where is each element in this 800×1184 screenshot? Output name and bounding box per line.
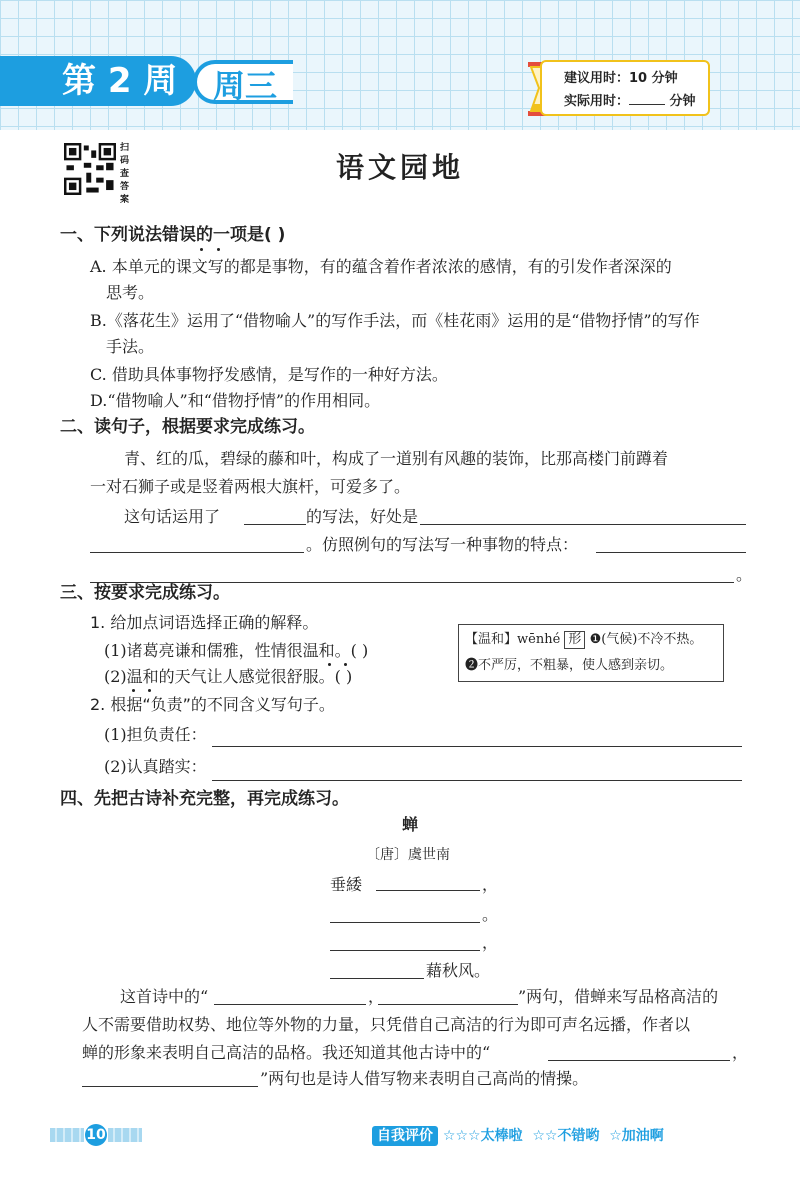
dictionary-box bbox=[458, 624, 724, 682]
q1-option-b-line1: B.《落花生》运用了“借物喻人”的写作手法，而《桂花雨》运用的是“借物抒情”的写作 bbox=[90, 311, 700, 330]
star-icon[interactable]: ☆ bbox=[455, 1128, 468, 1144]
q4-blank-d[interactable] bbox=[82, 1086, 258, 1087]
q2-blank-benefit[interactable] bbox=[420, 524, 746, 525]
q2-blank-method[interactable] bbox=[244, 524, 306, 525]
q4-para-line1b: ， bbox=[368, 987, 385, 1006]
emphasis-dot bbox=[132, 689, 135, 692]
q3-blank-j2[interactable] bbox=[212, 780, 742, 781]
star-icon[interactable]: ☆ bbox=[609, 1128, 622, 1144]
star-icon[interactable]: ☆ bbox=[442, 1128, 456, 1144]
star-icon[interactable]: ☆ bbox=[468, 1128, 481, 1144]
rating-good: 不错哟 bbox=[557, 1128, 600, 1144]
q4-para-line4: ”两句也是诗人借写物来表明自己高尚的情操。 bbox=[260, 1069, 589, 1088]
time-box bbox=[540, 60, 710, 116]
week-tab: 第 2 周 bbox=[0, 56, 196, 106]
q4-para-line3: 蝉的形象来表明自己高洁的品格。我还知道其他古诗中的“ bbox=[82, 1043, 491, 1062]
poem-blank-line2[interactable] bbox=[330, 922, 480, 923]
q4-para-line3-comma: ， bbox=[732, 1043, 749, 1062]
star-icon[interactable]: ☆ bbox=[532, 1128, 545, 1144]
q2-sentence-line1: 青、红的瓜，碧绿的藤和叶，构成了一道别有风趣的装饰，比那高楼门前蹲着 bbox=[124, 449, 669, 468]
q3-blank-j1[interactable] bbox=[212, 746, 742, 747]
q3-item1: (1)诸葛亮谦和儒雅，性情很温和。( ) bbox=[104, 641, 369, 660]
q2-prompt-b: 的写法，好处是 bbox=[306, 507, 419, 526]
q4-heading: 四、先把古诗补充完整，再完成练习。 bbox=[60, 789, 349, 809]
dict-line2: ❷不严厉，不粗暴，使人感到亲切。 bbox=[465, 658, 674, 673]
poem-line1-start: 垂緌 bbox=[330, 875, 363, 894]
emphasis-dot bbox=[200, 248, 203, 251]
q2-prompt-c: 。仿照例句的写法写一种事物的特点： bbox=[306, 535, 579, 554]
q2-blank-imitate[interactable] bbox=[596, 552, 746, 553]
actual-time bbox=[564, 90, 708, 113]
q1-option-c: C. 借助具体事物抒发感情，是写作的一种好方法。 bbox=[90, 365, 448, 384]
q4-blank-a[interactable] bbox=[214, 1004, 366, 1005]
star-icon[interactable]: ☆ bbox=[544, 1128, 558, 1144]
dict-pos: 形 bbox=[564, 631, 585, 649]
actual-time-label: 实际用时： bbox=[564, 94, 630, 109]
page-number: 10 bbox=[86, 1127, 106, 1143]
q2-end-period: 。 bbox=[736, 565, 753, 584]
poem-line1-comma: ， bbox=[482, 875, 499, 894]
dict-def1: ❶(气候)不冷不热。 bbox=[589, 632, 703, 647]
q4-para-line1a: 这首诗中的“ bbox=[120, 987, 209, 1006]
poem-blank-line4[interactable] bbox=[330, 978, 424, 979]
dict-line1 bbox=[465, 627, 717, 653]
poem-line4-end: 藉秋风。 bbox=[426, 961, 491, 980]
q1-option-d: D.“借物喻人”和“借物抒情”的作用相同。 bbox=[90, 391, 381, 410]
q1-option-a-line1: A. 本单元的课文写的都是事物，有的蕴含着作者浓浓的感情，有的引发作者深深的 bbox=[90, 257, 672, 276]
rating-excellent: 太棒啦 bbox=[480, 1128, 523, 1144]
q4-blank-c[interactable] bbox=[548, 1060, 730, 1061]
poem-blank-line1[interactable] bbox=[376, 890, 480, 891]
q2-heading: 二、读句子，根据要求完成练习。 bbox=[60, 417, 315, 437]
dict-word: 【温和】wēnhé bbox=[465, 632, 561, 647]
self-evaluation bbox=[372, 1125, 664, 1145]
q3-item2: (2)温和的天气让人感觉很舒服。( ) bbox=[104, 667, 353, 686]
emphasis-dot bbox=[217, 248, 220, 251]
q1-heading: 一、下列说法错误的一项是( ) bbox=[60, 225, 286, 245]
q2-blank-benefit-cont[interactable] bbox=[90, 552, 304, 553]
actual-time-blank[interactable] bbox=[629, 92, 665, 105]
day-tab: 周三 bbox=[193, 60, 293, 104]
poem-title: 蝉 bbox=[402, 815, 419, 834]
q1-option-b-line2: 手法。 bbox=[106, 337, 155, 356]
poem-line2-period: 。 bbox=[482, 905, 499, 924]
actual-time-unit: 分钟 bbox=[669, 94, 696, 109]
eval-label: 自我评价 bbox=[372, 1126, 438, 1146]
q3-j2-label: (2)认真踏实： bbox=[104, 757, 207, 776]
poem-blank-line3[interactable] bbox=[330, 950, 480, 951]
page-title: 语文园地 bbox=[335, 151, 464, 184]
q2-prompt-a: 这句话运用了 bbox=[124, 507, 221, 526]
q3-heading: 三、按要求完成练习。 bbox=[60, 583, 230, 603]
q2-sentence-line2: 一对石狮子或是竖着两根大旗杆，可爱多了。 bbox=[90, 477, 411, 496]
q4-para-line2: 人不需要借助权势、地位等外物的力量，只凭借自己高洁的行为即可声名远播，作者以 bbox=[82, 1015, 691, 1034]
rating-keep-going: 加油啊 bbox=[621, 1128, 664, 1144]
q3-sub2: 2. 根据“负责”的不同含义写句子。 bbox=[90, 695, 335, 714]
q3-sub1: 1. 给加点词语选择正确的解释。 bbox=[90, 613, 319, 632]
q1-option-a-line2: 思考。 bbox=[106, 283, 155, 302]
q4-blank-b[interactable] bbox=[378, 1004, 518, 1005]
q4-para-line1c: ”两句，借蝉来写品格高洁的 bbox=[518, 987, 719, 1006]
poem-line3-comma: ， bbox=[482, 933, 499, 952]
qr-label: 扫码查答案 bbox=[120, 143, 130, 205]
suggested-time: 建议用时：10 分钟 bbox=[564, 71, 678, 86]
emphasis-dot bbox=[148, 689, 151, 692]
poem-author: 〔唐〕虞世南 bbox=[366, 847, 450, 863]
q3-j1-label: (1)担负责任： bbox=[104, 725, 207, 744]
